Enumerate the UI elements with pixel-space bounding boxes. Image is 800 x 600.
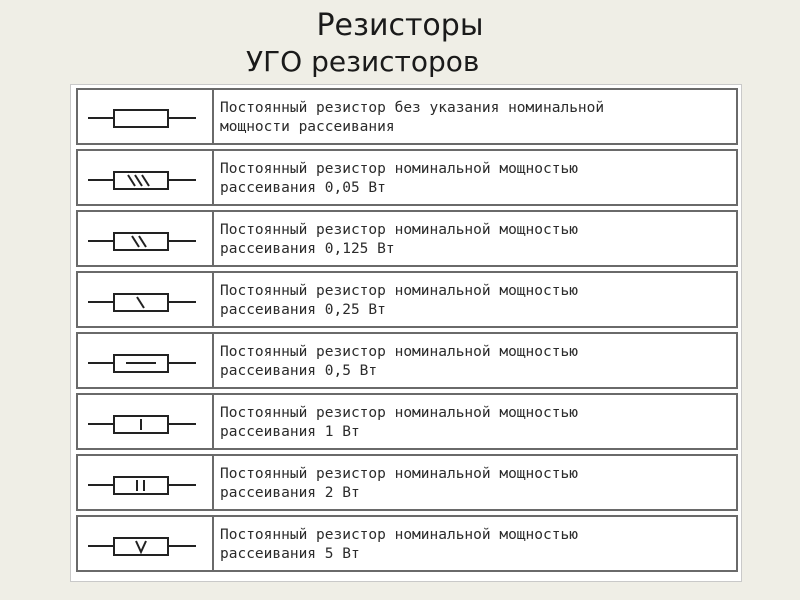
triple-slash-resistor-icon	[78, 151, 216, 208]
symbol-cell	[76, 332, 214, 389]
single-slash-resistor-icon	[78, 273, 216, 330]
description-cell: Постоянный резистор номинальной мощностью рассеивания 5 Вт	[214, 515, 738, 572]
symbol-cell	[76, 515, 214, 572]
description-cell: Постоянный резистор номинальной мощностью рассеивания 1 Вт	[214, 393, 738, 450]
description-cell: Постоянный резистор номинальной мощностью рассеивания 0,05 Вт	[214, 149, 738, 206]
symbol-cell	[76, 149, 214, 206]
table-row	[76, 271, 738, 328]
description-cell: Постоянный резистор номинальной мощностью рассеивания 0,125 Вт	[214, 210, 738, 267]
double-slash-resistor-icon	[78, 212, 216, 269]
roman-five-resistor-icon	[78, 517, 216, 574]
table-row	[76, 332, 738, 389]
symbol-cell	[76, 393, 214, 450]
description-cell: Постоянный резистор номинальной мощностью рассеивания 2 Вт	[214, 454, 738, 511]
resistor-symbols-table	[70, 84, 742, 582]
table-row	[76, 149, 738, 206]
table-row	[76, 393, 738, 450]
table-row	[76, 88, 738, 145]
slide-subtitle: УГО резисторов	[246, 45, 480, 78]
symbol-cell	[76, 454, 214, 511]
symbol-cell	[76, 88, 214, 145]
table-row	[76, 454, 738, 511]
roman-two-resistor-icon	[78, 456, 216, 513]
horizontal-bar-resistor-icon	[78, 334, 216, 391]
blank-resistor-icon	[78, 90, 216, 147]
symbol-cell	[76, 271, 214, 328]
symbol-cell	[76, 210, 214, 267]
roman-one-resistor-icon	[78, 395, 216, 452]
slide-title: Резисторы	[316, 8, 484, 43]
description-cell: Постоянный резистор номинальной мощностью рассеивания 0,5 Вт	[214, 332, 738, 389]
table-row	[76, 210, 738, 267]
table-row	[76, 515, 738, 572]
description-cell: Постоянный резистор номинальной мощностью рассеивания 0,25 Вт	[214, 271, 738, 328]
description-cell: Постоянный резистор без указания номинальной мощности рассеивания	[214, 88, 738, 145]
